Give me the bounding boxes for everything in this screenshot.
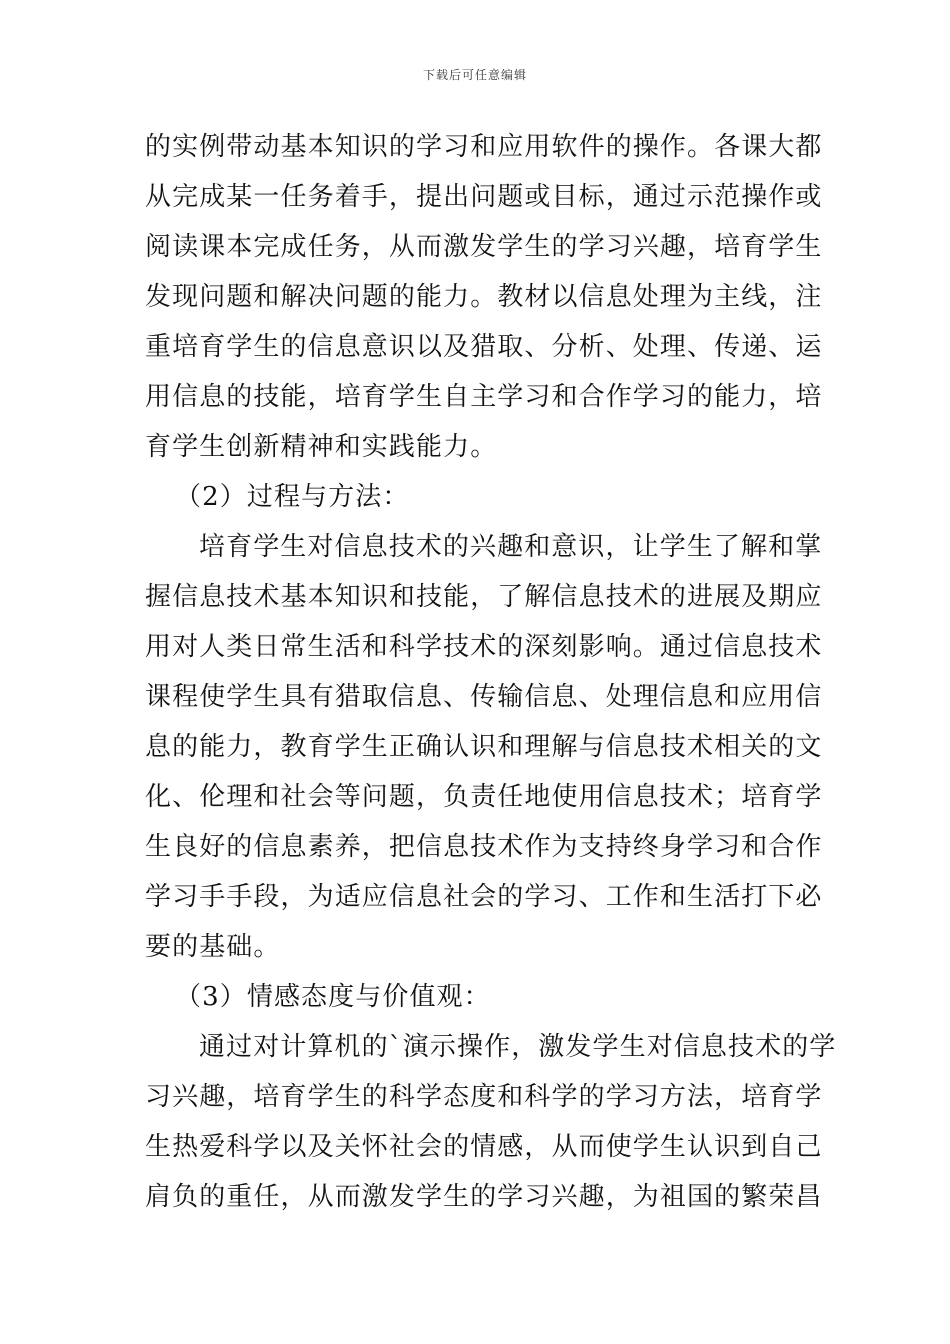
text-line: 化、伦理和社会等问题，负责任地使用信息技术；培育学 [145, 782, 823, 812]
section-heading: （2）过程与方法： [175, 482, 410, 512]
text-line: 生良好的信息素养，把信息技术作为支持终身学习和合作 [145, 832, 823, 862]
text-line: 从完成某一任务着手，提出问题或目标，通过示范操作或 [145, 182, 823, 212]
text-line: 息的能力，教育学生正确认识和理解与信息技术相关的文 [145, 732, 823, 762]
text-line: 育学生创新精神和实践能力。 [145, 432, 498, 462]
text-line: 重培育学生的信息意识以及猎取、分析、处理、传递、运 [145, 332, 823, 362]
text-line: 习兴趣，培育学生的科学态度和科学的学习方法，培育学 [145, 1082, 823, 1112]
text-line: 用信息的技能，培育学生自主学习和合作学习的能力，培 [145, 382, 823, 412]
text-line: 的实例带动基本知识的学习和应用软件的操作。各课大都 [145, 132, 823, 162]
text-line: 肩负的重任，从而激发学生的学习兴趣，为祖国的繁荣昌 [145, 1182, 823, 1212]
text-line: 用对人类日常生活和科学技术的深刻影响。通过信息技术 [145, 632, 823, 662]
text-line: 握信息技术基本知识和技能，了解信息技术的进展及期应 [145, 582, 823, 612]
text-line: 要的基础。 [145, 932, 281, 962]
text-line: 生热爱科学以及关怀社会的情感，从而使学生认识到自己 [145, 1132, 823, 1162]
text-line: 发现问题和解决问题的能力。教材以信息处理为主线，注 [145, 282, 823, 312]
text-line: 培育学生对信息技术的兴趣和意识，让学生了解和掌 [199, 532, 823, 562]
text-line: 阅读课本完成任务，从而激发学生的学习兴趣，培育学生 [145, 232, 823, 262]
body-text [145, 122, 837, 1222]
section-heading: （3）情感态度与价值观： [175, 982, 491, 1012]
text-line: 通过对计算机的`演示操作，激发学生对信息技术的学 [199, 1032, 837, 1062]
text-line: 学习手手段，为适应信息社会的学习、工作和生活打下必 [145, 882, 823, 912]
page-header: 下载后可任意编辑 [422, 68, 527, 82]
text-line: 课程使学生具有猎取信息、传输信息、处理信息和应用信 [145, 682, 823, 712]
